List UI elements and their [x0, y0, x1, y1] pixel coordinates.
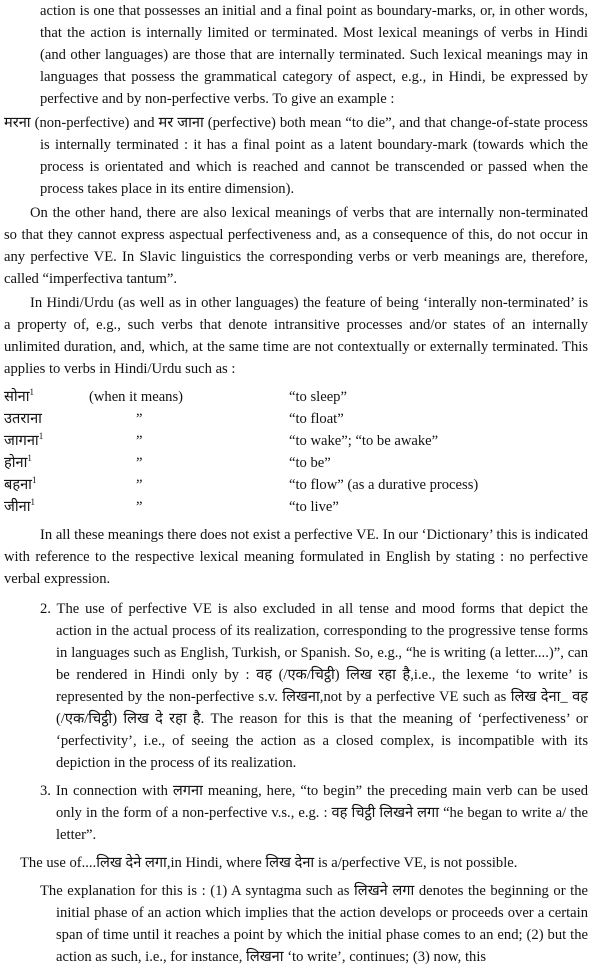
paragraph-use-of: The use of....लिख देने लगा,in Hindi, where लिख देना is a/perfective VE, is not possible. [20, 855, 518, 871]
verb-entry [4, 474, 584, 496]
entry-gloss: “to be” [289, 455, 331, 471]
entry-note: ” [136, 411, 143, 427]
entry-gloss: “to sleep” [289, 389, 347, 405]
verb-entry [4, 386, 584, 408]
hindi-verb: जागना$^1$ [4, 431, 44, 449]
paragraph-explanation: The explanation for this is : (1) A syntagma such as लिखने लगा denotes the beginning or the initial phase of an action which implies that the action develops or proceeds over a certain span of time until it reaches a point by which the initial phase comes to an end; (2) but the action as such, i.e., for instance, लिखना ‘to write’, continues; (3) now, this [40, 883, 588, 965]
entry-note: ” [136, 455, 143, 471]
entry-note: ” [136, 499, 143, 515]
hindi-verb: उतराना [4, 411, 42, 427]
verb-entry [4, 452, 584, 474]
hindi-verb: जीना$^1$ [4, 497, 35, 515]
paragraph-no-perfective: In all these meanings there does not exist a perfective VE. In our ‘Dictionary’ this is indicated with reference to the respective lexical meaning formulated in English by stating : no perfective verbal expression. [4, 527, 588, 587]
hindi-verb: बहना$^1$ [4, 475, 37, 493]
verb-list [4, 386, 588, 518]
numbered-item-3: 3. In connection with लगना meaning, here, “to begin” the preceding main verb can be used only in the form of a non-perfective v.s., e.g. : वह चिट्ठी लिखने लगा “he began to write a/ the letter”. [40, 783, 588, 843]
entry-note: (when it means) [89, 389, 184, 405]
verb-entry [4, 408, 584, 430]
entry-note: ” [136, 433, 143, 449]
entry-gloss: “to flow” (as a durative process) [289, 477, 479, 493]
entry-gloss: “to wake”; “to be awake” [289, 433, 439, 449]
paragraph-non-terminated: On the other hand, there are also lexical meanings of verbs that are internally non-terminated so that they cannot express aspectual perfectiveness and, as a consequence of this, do not occur in any perfective VE. In Slavic linguistics the corresponding verbs or verb meanings are, therefore, called “imperfectiva tantum”. [4, 205, 588, 287]
entry-note: ” [136, 477, 143, 493]
verb-entry [4, 496, 584, 518]
numbered-item-2: 2. The use of perfective VE is also excluded in all tense and mood forms that depict the action in the actual process of its realization, corresponding to the progressive tense forms in languages such as English, Turkish, or Spanish. So, e.g., “he is writing (a letter....)”, can be rendered in Hindi only by : वह (/एक/चिट्ठी) लिख रहा है,i.e., the lexeme ‘to write’ is represented by the non-perfective s.v. लिखना,not by a perfective VE such as लिख देना_ वह (/एक/चिट्ठी) लिख दे रहा है. The reason for this is that the meaning of ‘perfectiveness’ or ‘perfectivity’, i.e., of seeing the action as a closed complex, is incompatible with its depiction in the process of its realization. [40, 601, 588, 771]
hindi-verb: सोना$^1$ [4, 387, 35, 405]
paragraph-hindi-urdu: In Hindi/Urdu (as well as in other languages) the feature of being ‘interally non-terminated’ is a property of, e.g., such verbs that denote intransitive processes and/or states of an internally unlimited duration, and, which, at the same time are not contextually or externally terminated. This applies to verbs in Hindi/Urdu such as : [4, 295, 588, 377]
verb-entry [4, 430, 584, 452]
entry-gloss: “to float” [289, 411, 344, 427]
paragraph-intro: action is one that possesses an initial and a final point as boundary-marks, or, in other words, that the action is internally limited or terminated. Most lexical meanings of verbs in Hindi (and other languages) are those that are internally terminated. Such lexical meanings may in languages that possess the grammatical category of aspect, e.g., in Hindi, be expressed by perfective and by non-perfective verbs. To give an example : [40, 3, 588, 107]
example-paragraph: मरना (non-perfective) and मर जाना (perfective) both mean “to die”, and that change-of-state process is internally terminated : it has a final point as a latent boundary-mark (towards which the process is orientated and which is reached and cannot be transcended or passed when the process takes place in its entire dimension). [4, 115, 588, 197]
hindi-verb: होना$^1$ [4, 453, 32, 471]
entry-gloss: “to live” [289, 499, 339, 515]
